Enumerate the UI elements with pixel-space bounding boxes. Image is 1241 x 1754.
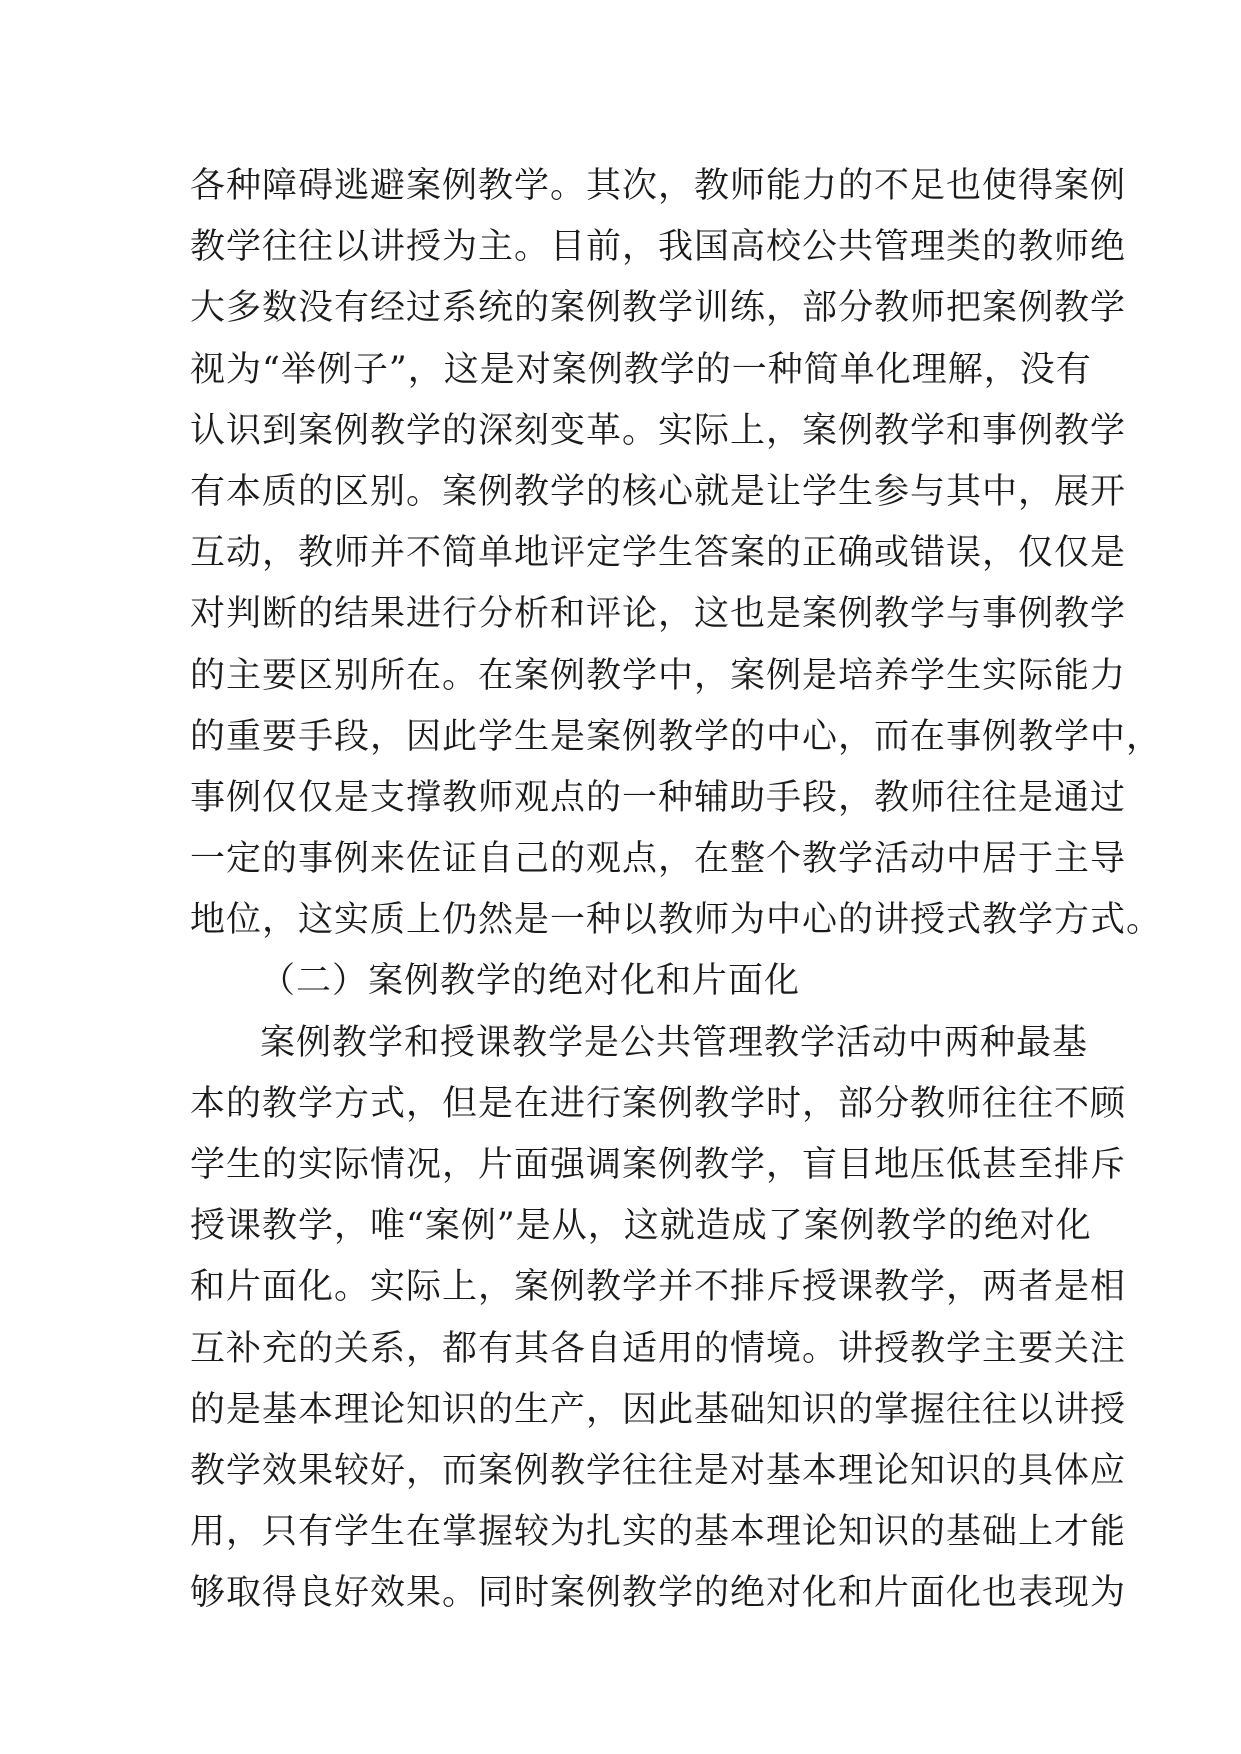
text-line: 地位，这实质上仍然是一种以教师为中心的讲授式教学方式。 bbox=[190, 900, 1163, 941]
text-line: 教学往往以讲授为主。目前，我国高校公共管理类的教师绝 bbox=[190, 227, 1127, 268]
text-line: 的主要区别所在。在案例教学中，案例是培养学生实际能力 bbox=[190, 655, 1127, 696]
text-line: 大多数没有经过系统的案例教学训练，部分教师把案例教学 bbox=[190, 288, 1127, 329]
text-line: 互动，教师并不简单地评定学生答案的正确或错误，仅仅是 bbox=[190, 533, 1127, 574]
text-line: 的是基本理论知识的生产，因此基础知识的掌握往往以讲授 bbox=[190, 1389, 1127, 1430]
paragraph-1 bbox=[190, 156, 1163, 951]
body-text bbox=[190, 156, 1163, 1625]
text-line: 学生的实际情况，片面强调案例教学，盲目地压低甚至排斥 bbox=[190, 1145, 1127, 1185]
text-line: 认识到案例教学的深刻变革。实际上，案例教学和事例教学 bbox=[190, 410, 1127, 451]
text-line: 授课教学，唯“案例”是从，这就造成了案例教学的绝对化 bbox=[190, 1206, 1092, 1247]
text-line: 案例教学和授课教学是公共管理教学活动中两种最基 bbox=[260, 1022, 1089, 1063]
text-line: 和片面化。实际上，案例教学并不排斥授课教学，两者是相 bbox=[190, 1267, 1127, 1308]
text-line: 本的教学方式，但是在进行案例教学时，部分教师往往不顾 bbox=[190, 1083, 1127, 1124]
text-line: 教学效果较好，而案例教学往往是对基本理论知识的具体应 bbox=[190, 1450, 1127, 1491]
text-line: 的重要手段，因此学生是案例教学的中心，而在事例教学中， bbox=[190, 716, 1163, 757]
text-line: 对判断的结果进行分析和评论，这也是案例教学与事例教学 bbox=[190, 594, 1127, 635]
paragraph-2 bbox=[190, 1013, 1127, 1625]
text-line: 够取得良好效果。同时案例教学的绝对化和片面化也表现为 bbox=[190, 1573, 1127, 1614]
section-heading: （二）案例教学的绝对化和片面化 bbox=[260, 961, 801, 1002]
text-line: 用，只有学生在掌握较为扎实的基本理论知识的基础上才能 bbox=[190, 1512, 1127, 1553]
text-line: 互补充的关系，都有其各自适用的情境。讲授教学主要关注 bbox=[190, 1328, 1127, 1369]
text-line: 各种障碍逃避案例教学。其次，教师能力的不足也使得案例 bbox=[190, 166, 1127, 206]
text-line: 有本质的区别。案例教学的核心就是让学生参与其中，展开 bbox=[190, 471, 1127, 512]
text-line: 事例仅仅是支撑教师观点的一种辅助手段，教师往往是通过 bbox=[190, 777, 1127, 818]
text-line: 视为“举例子”，这是对案例教学的一种简单化理解，没有 bbox=[190, 349, 1092, 390]
text-line: 一定的事例来佐证自己的观点，在整个教学活动中居于主导 bbox=[190, 839, 1127, 880]
